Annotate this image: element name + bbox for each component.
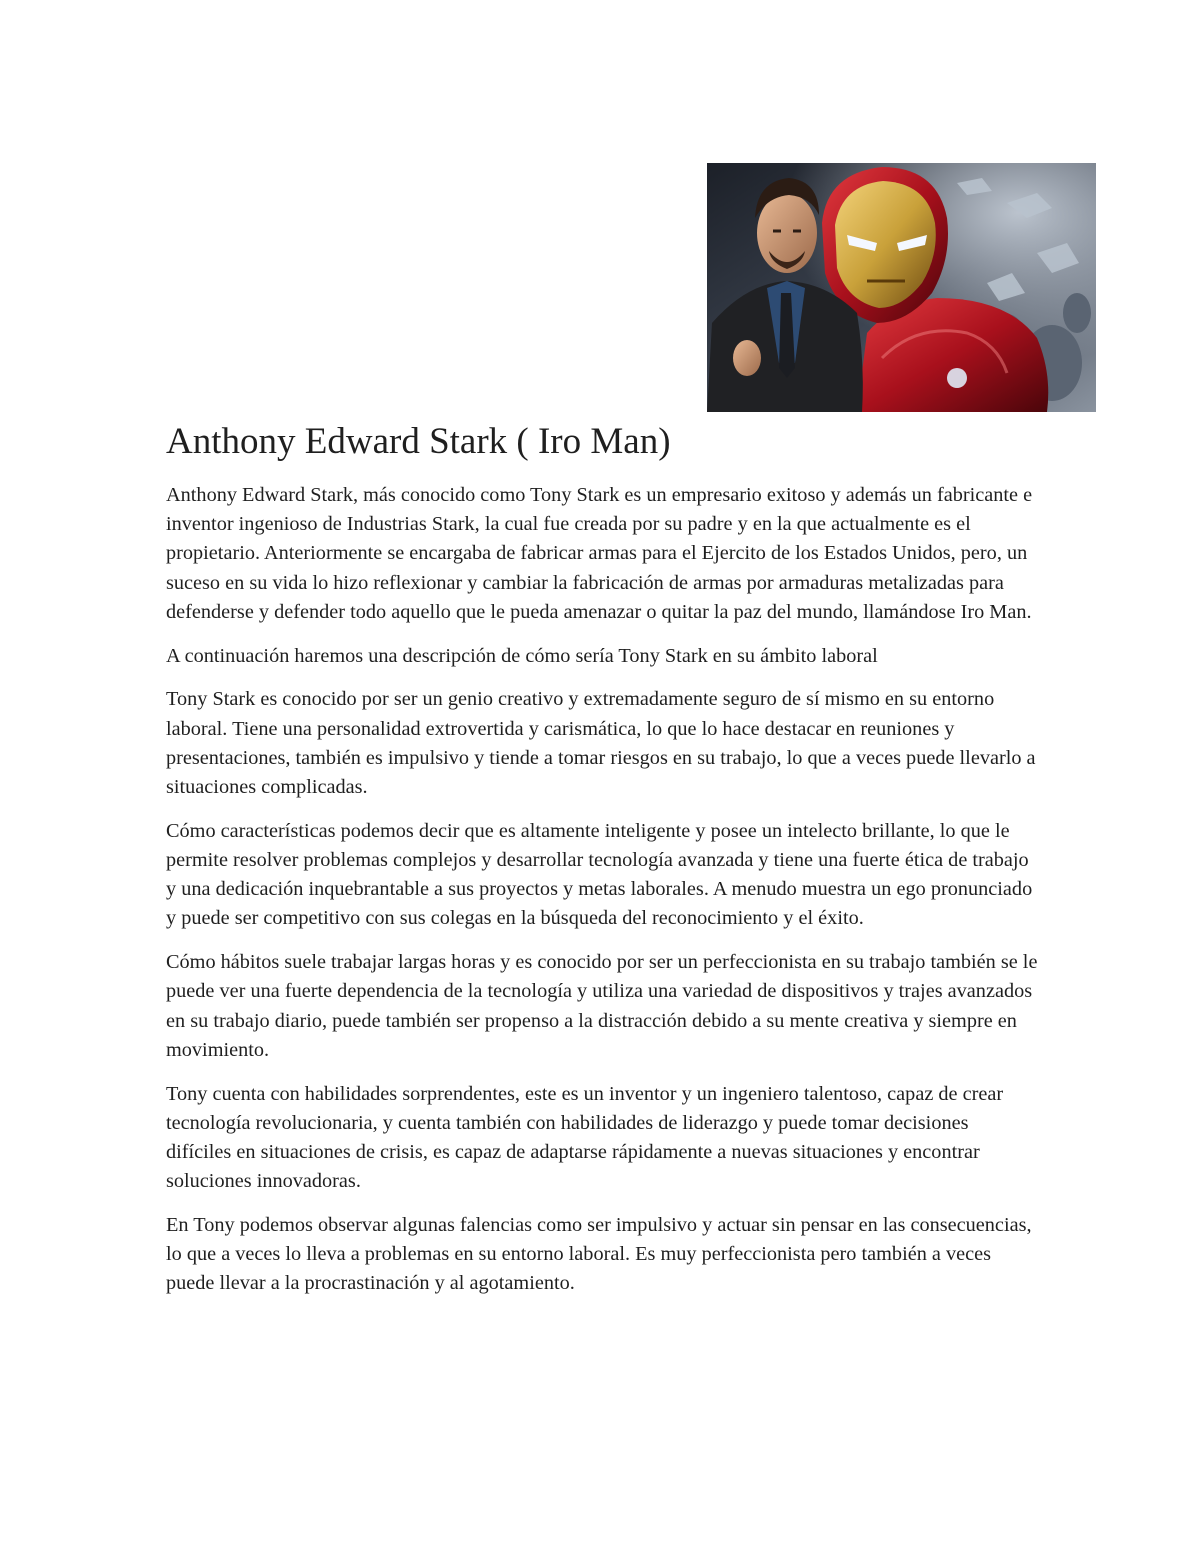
portrait-collage-illustration — [707, 163, 1096, 412]
paragraph-intro: Anthony Edward Stark, más conocido como Tony Stark es un empresario exitoso y además un fabricante e inventor ingenioso de Industrias Stark, la cual fue creada por su padre y en la que actualmente es el propietario. Anteriormente se encargaba de fabricar armas para el Ejercito de los Estados Unidos, pero, un suceso en su vida lo hizo reflexionar y cambiar la fabricación de armas por armaduras metalizadas para defenderse y defender todo aquello que le pueda amenazar o quitar la paz del mundo, llamándose Iro Man. — [166, 484, 1033, 623]
document-title: Anthony Edward Stark ( Iro Man) — [166, 421, 671, 462]
paragraph-lead-in: A continuación haremos una descripción de cómo sería Tony Stark en su ámbito laboral — [166, 644, 878, 667]
document-body — [166, 481, 1038, 1313]
paragraph-personality: Tony Stark es conocido por ser un genio creativo y extremadamente seguro de sí mismo en su entorno laboral. Tiene una personalidad extrovertida y carismática, lo que lo hace destacar en reuniones y presentaciones, también es impulsivo y tiende a tomar riesgos en su trabajo, lo que a veces puede llevarlo a situaciones complicadas. — [166, 688, 1036, 799]
paragraph-habits: Cómo hábitos suele trabajar largas horas y es conocido por ser un perfeccionista en su trabajo también se le puede ver una fuerte dependencia de la tecnología y utiliza una variedad de dispositivos y trajes avanzados en su trabajo diario, puede también ser propenso a la distracción debido a su mente creativa y siempre en movimiento. — [166, 951, 1038, 1061]
paragraph-skills: Tony cuenta con habilidades sorprendentes, este es un inventor y un ingeniero talentoso, capaz de crear tecnología revolucionaria, y cuenta también con habilidades de liderazgo y puede tomar decisiones difíciles en situaciones de crisis, es capaz de adaptarse rápidamente a nuevas situaciones y encontrar soluciones innovadoras. — [166, 1082, 1004, 1193]
hero-image — [707, 163, 1096, 412]
paragraph-weaknesses: En Tony podemos observar algunas falencias como ser impulsivo y actuar sin pensar en las consecuencias, lo que a veces lo lleva a problemas en su entorno laboral. Es muy perfeccionista pero también a veces puede llevar a la procrastinación y al agotamiento. — [166, 1214, 1032, 1295]
paragraph-characteristics: Cómo características podemos decir que es altamente inteligente y posee un intelecto brillante, lo que le permite resolver problemas complejos y desarrollar tecnología avanzada y tiene una fuerte ética de trabajo y una dedicación inquebrantable a sus proyectos y metas laborales. A menudo muestra un ego pronunciado y puede ser competitivo con sus colegas en la búsqueda del reconocimiento y el éxito. — [166, 819, 1033, 930]
